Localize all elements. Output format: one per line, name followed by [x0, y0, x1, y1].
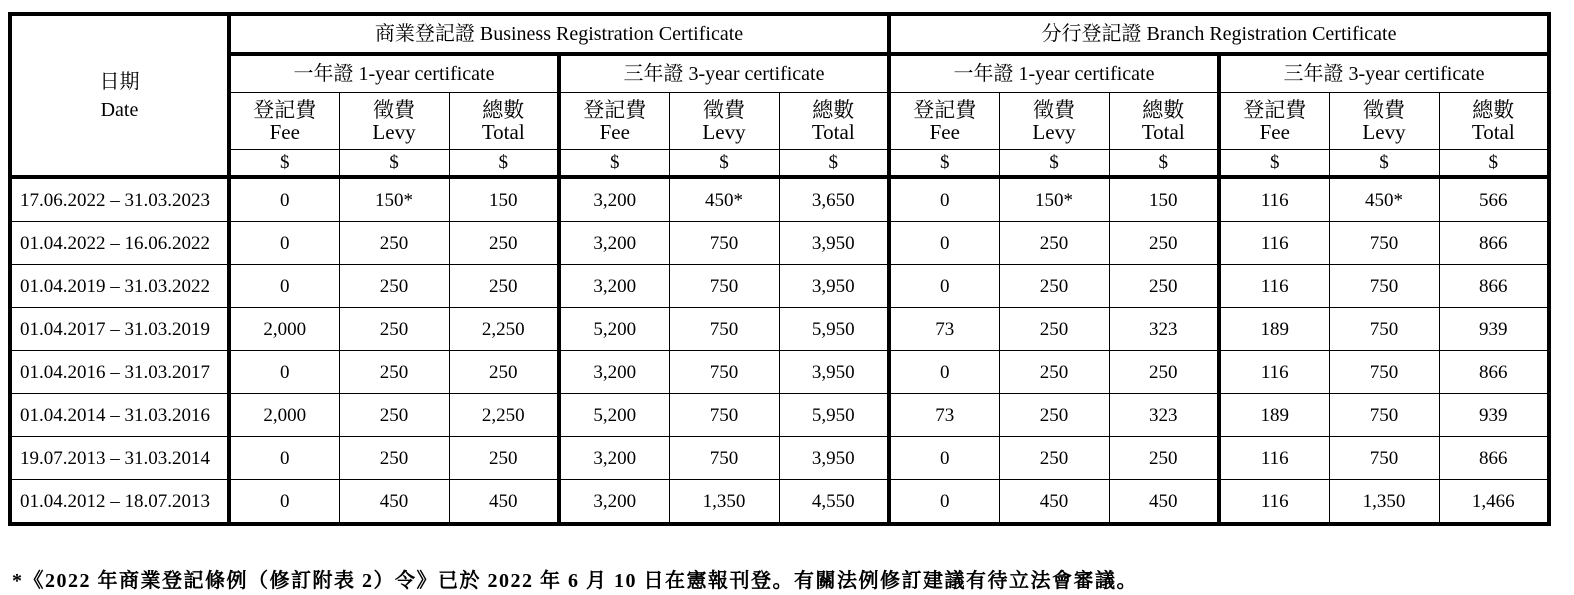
column-header-zh: 登記費	[253, 98, 317, 122]
value-cell: 250	[1109, 351, 1219, 394]
value-cell: 150*	[339, 177, 449, 222]
unit-cell: $	[669, 150, 779, 178]
value-cell: 250	[999, 308, 1109, 351]
value-cell: 0	[229, 222, 339, 265]
subgroup-header: 一年證 1-year certificate	[229, 54, 559, 93]
value-cell: 250	[1109, 265, 1219, 308]
group-header-branch: 分行登記證 Branch Registration Certificate	[889, 14, 1549, 54]
column-header-en: Total	[481, 120, 525, 144]
value-cell: 250	[999, 265, 1109, 308]
value-cell: 250	[339, 265, 449, 308]
value-cell: 0	[229, 480, 339, 525]
value-cell: 3,200	[559, 222, 669, 265]
column-header-en: Fee	[1259, 120, 1290, 144]
column-header	[559, 93, 669, 150]
value-cell: 150*	[999, 177, 1109, 222]
value-cell: 250	[449, 437, 559, 480]
header-row-subgroups	[10, 54, 1549, 93]
value-cell: 250	[339, 437, 449, 480]
value-cell: 116	[1219, 177, 1329, 222]
column-header	[1109, 93, 1219, 150]
value-cell: 189	[1219, 394, 1329, 437]
value-cell: 2,250	[449, 308, 559, 351]
value-cell: 0	[229, 265, 339, 308]
date-cell: 01.04.2016 – 31.03.2017	[10, 351, 229, 394]
column-header-en: Total	[1471, 120, 1515, 144]
column-header-zh: 徵費	[1033, 98, 1075, 122]
value-cell: 116	[1219, 265, 1329, 308]
value-cell: 0	[889, 480, 999, 525]
subgroup-header: 三年證 3-year certificate	[1219, 54, 1549, 93]
value-cell: 250	[999, 437, 1109, 480]
value-cell: 2,000	[229, 308, 339, 351]
value-cell: 73	[889, 394, 999, 437]
value-cell: 0	[229, 177, 339, 222]
value-cell: 73	[889, 308, 999, 351]
column-header	[229, 93, 339, 150]
column-header-en: Total	[1141, 120, 1185, 144]
value-cell: 250	[999, 351, 1109, 394]
column-header-zh: 登記費	[583, 98, 647, 122]
value-cell: 1,466	[1439, 480, 1549, 525]
value-cell: 3,200	[559, 177, 669, 222]
date-header-zh: 日期	[99, 70, 140, 93]
date-cell: 19.07.2013 – 31.03.2014	[10, 437, 229, 480]
value-cell: 750	[1329, 222, 1439, 265]
value-cell: 250	[999, 222, 1109, 265]
value-cell: 250	[339, 308, 449, 351]
value-cell: 250	[449, 222, 559, 265]
value-cell: 250	[339, 351, 449, 394]
header-row-columns	[10, 93, 1549, 150]
value-cell: 250	[449, 265, 559, 308]
value-cell: 3,200	[559, 265, 669, 308]
column-header	[1329, 93, 1439, 150]
column-header-en: Levy	[1362, 120, 1406, 144]
subgroup-header: 三年證 3-year certificate	[559, 54, 889, 93]
group-header-business: 商業登記證 Business Registration Certificate	[229, 14, 889, 54]
value-cell: 5,200	[559, 394, 669, 437]
value-cell: 750	[1329, 394, 1439, 437]
value-cell: 0	[889, 265, 999, 308]
table-body	[10, 177, 1549, 524]
value-cell: 450	[339, 480, 449, 525]
value-cell: 250	[339, 222, 449, 265]
column-header	[889, 93, 999, 150]
unit-cell: $	[559, 150, 669, 178]
column-header-en: Levy	[702, 120, 746, 144]
date-cell: 01.04.2019 – 31.03.2022	[10, 265, 229, 308]
value-cell: 0	[889, 351, 999, 394]
column-header-zh: 登記費	[1243, 98, 1307, 122]
value-cell: 3,650	[779, 177, 889, 222]
value-cell: 750	[1329, 437, 1439, 480]
unit-cell: $	[1109, 150, 1219, 178]
header-row-units	[10, 150, 1549, 178]
value-cell: 5,200	[559, 308, 669, 351]
value-cell: 3,200	[559, 480, 669, 525]
table-row	[10, 351, 1549, 394]
value-cell: 866	[1439, 265, 1549, 308]
value-cell: 3,950	[779, 265, 889, 308]
column-header-en: Levy	[372, 120, 416, 144]
value-cell: 566	[1439, 177, 1549, 222]
value-cell: 189	[1219, 308, 1329, 351]
value-cell: 750	[669, 394, 779, 437]
value-cell: 866	[1439, 222, 1549, 265]
value-cell: 750	[669, 308, 779, 351]
column-header-en: Fee	[269, 120, 300, 144]
column-header	[669, 93, 779, 150]
value-cell: 866	[1439, 437, 1549, 480]
value-cell: 3,200	[559, 351, 669, 394]
unit-cell: $	[449, 150, 559, 178]
unit-cell: $	[889, 150, 999, 178]
value-cell: 116	[1219, 351, 1329, 394]
value-cell: 0	[889, 177, 999, 222]
value-cell: 939	[1439, 308, 1549, 351]
value-cell: 3,950	[779, 437, 889, 480]
table-row	[10, 308, 1549, 351]
column-header	[449, 93, 559, 150]
value-cell: 116	[1219, 437, 1329, 480]
column-header	[1219, 93, 1329, 150]
value-cell: 250	[1109, 437, 1219, 480]
column-header-en: Fee	[929, 120, 960, 144]
column-header-zh: 總數	[812, 98, 855, 122]
value-cell: 3,950	[779, 351, 889, 394]
value-cell: 750	[1329, 351, 1439, 394]
unit-cell: $	[1439, 150, 1549, 178]
footnote: *《2022 年商業登記條例（修訂附表 2）令》已於 2022 年 6 月 10 日在憲報刊登。有關法例修訂建議有待立法會審議。	[12, 570, 1138, 592]
value-cell: 750	[669, 437, 779, 480]
value-cell: 750	[1329, 308, 1439, 351]
value-cell: 750	[1329, 265, 1439, 308]
column-header-en: Fee	[599, 120, 630, 144]
value-cell: 750	[669, 222, 779, 265]
value-cell: 150	[449, 177, 559, 222]
unit-cell: $	[1219, 150, 1329, 178]
table-header	[10, 14, 1549, 177]
value-cell: 5,950	[779, 308, 889, 351]
value-cell: 3,950	[779, 222, 889, 265]
date-cell: 01.04.2017 – 31.03.2019	[10, 308, 229, 351]
unit-cell: $	[229, 150, 339, 178]
value-cell: 750	[669, 265, 779, 308]
column-header-zh: 徵費	[703, 98, 745, 122]
column-header	[999, 93, 1109, 150]
value-cell: 0	[889, 222, 999, 265]
value-cell: 1,350	[669, 480, 779, 525]
value-cell: 323	[1109, 308, 1219, 351]
value-cell: 3,200	[559, 437, 669, 480]
column-header	[779, 93, 889, 150]
table-row	[10, 177, 1549, 222]
value-cell: 1,350	[1329, 480, 1439, 525]
value-cell: 4,550	[779, 480, 889, 525]
value-cell: 5,950	[779, 394, 889, 437]
value-cell: 939	[1439, 394, 1549, 437]
value-cell: 250	[339, 394, 449, 437]
column-header-zh: 總數	[1472, 98, 1515, 122]
subgroup-header: 一年證 1-year certificate	[889, 54, 1219, 93]
unit-cell: $	[779, 150, 889, 178]
date-cell: 01.04.2022 – 16.06.2022	[10, 222, 229, 265]
date-cell: 17.06.2022 – 31.03.2023	[10, 177, 229, 222]
value-cell: 2,250	[449, 394, 559, 437]
value-cell: 450	[999, 480, 1109, 525]
value-cell: 116	[1219, 480, 1329, 525]
table-row	[10, 222, 1549, 265]
value-cell: 150	[1109, 177, 1219, 222]
value-cell: 2,000	[229, 394, 339, 437]
unit-cell: $	[339, 150, 449, 178]
column-header-zh: 總數	[1142, 98, 1185, 122]
registration-fee-table	[8, 12, 1551, 526]
table-row	[10, 394, 1549, 437]
value-cell: 250	[1109, 222, 1219, 265]
date-header	[10, 14, 229, 177]
table-row	[10, 437, 1549, 480]
value-cell: 0	[229, 437, 339, 480]
value-cell: 0	[889, 437, 999, 480]
value-cell: 250	[449, 351, 559, 394]
column-header	[339, 93, 449, 150]
column-header-en: Total	[811, 120, 855, 144]
date-header-en: Date	[100, 98, 139, 121]
column-header-zh: 總數	[482, 98, 525, 122]
unit-cell: $	[999, 150, 1109, 178]
value-cell: 116	[1219, 222, 1329, 265]
value-cell: 450*	[1329, 177, 1439, 222]
value-cell: 866	[1439, 351, 1549, 394]
value-cell: 450*	[669, 177, 779, 222]
column-header	[1439, 93, 1549, 150]
unit-cell: $	[1329, 150, 1439, 178]
value-cell: 0	[229, 351, 339, 394]
header-row-groups	[10, 14, 1549, 54]
value-cell: 250	[999, 394, 1109, 437]
table-row	[10, 480, 1549, 525]
column-header-en: Levy	[1032, 120, 1076, 144]
date-cell: 01.04.2014 – 31.03.2016	[10, 394, 229, 437]
date-cell: 01.04.2012 – 18.07.2013	[10, 480, 229, 525]
column-header-zh: 徵費	[1363, 98, 1405, 122]
value-cell: 450	[449, 480, 559, 525]
value-cell: 450	[1109, 480, 1219, 525]
column-header-zh: 登記費	[913, 98, 977, 122]
value-cell: 323	[1109, 394, 1219, 437]
column-header-zh: 徵費	[373, 98, 415, 122]
value-cell: 750	[669, 351, 779, 394]
table-row	[10, 265, 1549, 308]
